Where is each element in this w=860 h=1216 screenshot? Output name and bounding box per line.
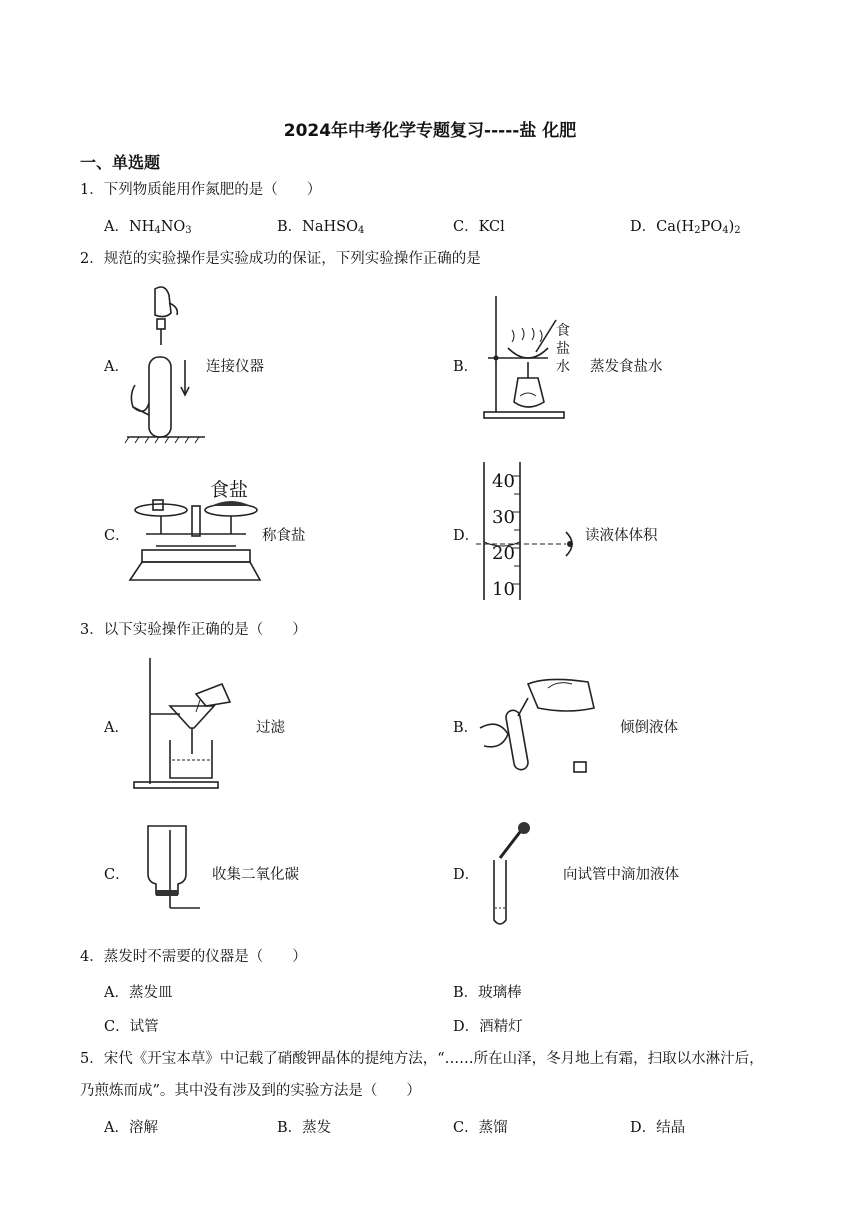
q5-option-a[interactable]: A．溶解 <box>104 1120 158 1136</box>
formula: KCl <box>478 219 505 235</box>
q1-option-c[interactable] <box>453 215 505 236</box>
question-3-stem: 3．以下实验操作正确的是（ ） <box>80 622 307 638</box>
q3-option-d-letter[interactable]: D． <box>453 867 480 883</box>
q5-option-c[interactable]: C．蒸馏 <box>453 1120 508 1136</box>
q1-option-d[interactable] <box>630 215 741 236</box>
q2-option-b-caption: 蒸发食盐水 <box>590 359 663 375</box>
filtration-figure <box>130 656 250 791</box>
page-title: 2024年中考化学专题复习-----盐 化肥 <box>283 121 577 141</box>
q2-option-c-letter[interactable]: C． <box>104 528 130 544</box>
question-2-stem: 2．规范的实验操作是实验成功的保证，下列实验操作正确的是 <box>80 251 481 267</box>
option-letter: D． <box>630 219 657 235</box>
q3-option-b-letter[interactable]: B． <box>453 720 479 736</box>
q1-option-a[interactable] <box>104 215 192 236</box>
q2-option-d-caption: 读液体体积 <box>585 528 658 544</box>
q3-option-c-letter[interactable]: C． <box>104 867 130 883</box>
q3-option-c-caption: 收集二氧化碳 <box>212 867 299 883</box>
formula: NaHSO$_4$ <box>302 219 365 236</box>
q2-option-a-letter[interactable]: A． <box>104 359 129 375</box>
salt-water-label: 食 盐 水 <box>556 323 570 375</box>
question-5-stem-line-2: 乃煎炼而成”。其中没有涉及到的实验方法是（ ） <box>80 1083 421 1099</box>
q5-option-d[interactable]: D．结晶 <box>630 1120 686 1136</box>
q2-option-c-caption: 称食盐 <box>262 528 306 544</box>
question-4-stem: 4．蒸发时不需要的仪器是（ ） <box>80 949 307 965</box>
q2-option-d-letter[interactable]: D． <box>453 528 480 544</box>
formula: $Ca(H_2PO_4)_2$ <box>656 219 741 236</box>
q1-option-b[interactable] <box>277 215 364 236</box>
question-5-stem-line-1: 5．宋代《开宝本草》中记载了硝酸钾晶体的提纯方法，“……所在山泽，冬月地上有霜，扫取以水淋汁后， <box>80 1051 764 1067</box>
connect-apparatus-figure <box>125 285 205 440</box>
q4-option-c[interactable]: C．试管 <box>104 1019 159 1035</box>
scale-tick-labels: 40 30 20 10 <box>492 471 515 600</box>
q3-option-d-caption: 向试管中滴加液体 <box>563 867 679 883</box>
q2-option-a-caption: 连接仪器 <box>206 359 264 375</box>
q3-option-a-caption: 过滤 <box>256 720 285 736</box>
q5-option-b[interactable]: B．蒸发 <box>277 1120 332 1136</box>
q3-option-a-letter[interactable]: A． <box>104 720 129 736</box>
q2-option-b-letter[interactable]: B． <box>453 359 479 375</box>
q4-option-a[interactable]: A．蒸发皿 <box>104 985 173 1001</box>
q4-option-d[interactable]: D．酒精灯 <box>453 1019 523 1035</box>
question-1-stem: 1．下列物质能用作氮肥的是（ ） <box>80 182 322 198</box>
q4-option-b[interactable]: B．玻璃棒 <box>453 985 522 1001</box>
balance-scale-figure <box>126 490 261 590</box>
section-heading: 一、单选题 <box>80 153 161 172</box>
gas-collection-figure <box>140 822 210 922</box>
q3-option-b-caption: 倾倒液体 <box>620 720 678 736</box>
option-letter: B． <box>277 219 303 235</box>
option-letter: A． <box>104 219 129 235</box>
salt-label: 食盐 <box>210 479 249 501</box>
pouring-liquid-figure <box>478 668 603 778</box>
dropper-figure <box>484 820 544 930</box>
formula: $NH_4NO_3$ <box>128 219 192 236</box>
option-letter: C． <box>453 219 479 235</box>
